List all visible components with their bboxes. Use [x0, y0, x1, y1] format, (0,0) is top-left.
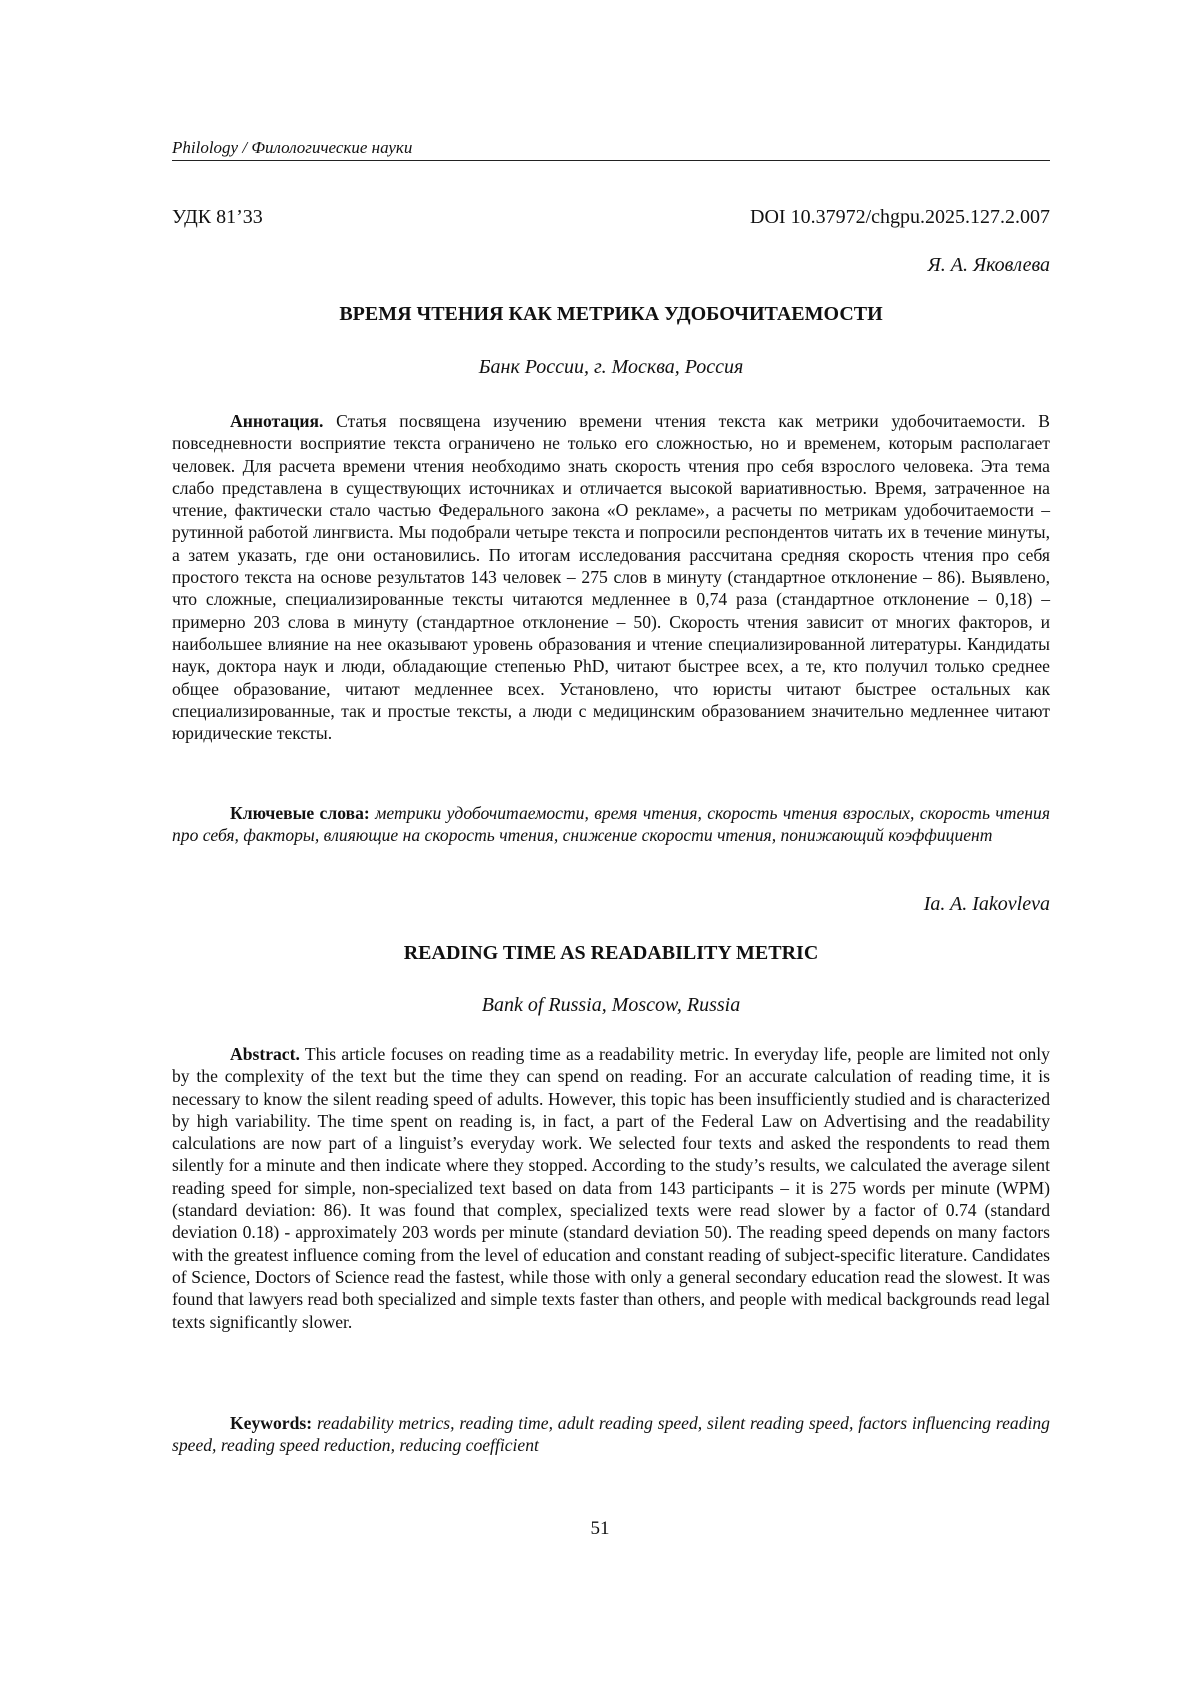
keywords-label-en: Keywords: — [230, 1413, 313, 1433]
page-number: 51 — [590, 1518, 610, 1539]
abstract-en — [172, 1043, 1050, 1333]
abstract-ru — [172, 410, 1050, 744]
doi: DOI 10.37972/chgpu.2025.127.2.007 — [750, 206, 1050, 228]
abstract-label-ru: Аннотация. — [230, 411, 324, 431]
affiliation-ru: Банк России, г. Москва, Россия — [478, 356, 744, 378]
title-en: READING TIME AS READABILITY METRIC — [403, 942, 819, 964]
affiliation-en: Bank of Russia, Moscow, Russia — [481, 994, 741, 1016]
abstract-text-en: This article focuses on reading time as a readability metric. In everyday life, people are limited not only by the complexity of the text but the time they can spend on reading. For an accurate calculation of reading time, it is necessary to know the silent reading speed of adults. However, this topic has been insufficiently studied and is characterized by high variability. The time spent on reading is, in fact, a part of the Federal Law on Advertising and the readability calculations are now part of a linguist’s everyday work. We selected four texts and asked the respondents to read them silently for a minute and then indicate where they stopped. According to the study’s results, we calculated the average silent reading speed for simple, non-specialized text based on data from 143 participants – it is 275 words per minute (WPM) (standard deviation: 86). It was found that complex, specialized texts were read slower by a factor of 0.74 (standard deviation 0.18) - approximately 203 words per minute (standard deviation 50). The reading speed depends on many factors with the greatest influence coming from the level of education and constant reading of subject-specific literature. Candidates of Science, Doctors of Science read the fastest, while those with only a general secondary education read the slowest. It was found that lawyers read both specialized and simple texts faster than others, and people with medical backgrounds read legal texts significantly slower. — [172, 1044, 1050, 1332]
author-ru: Я. А. Яковлева — [927, 254, 1050, 276]
author-en: Ia. A. Iakovleva — [923, 893, 1050, 915]
abstract-text-ru: Статья посвящена изучению времени чтения текста как метрики удобочитаемости. В повседневности восприятие текста ограничено не только его сложностью, но и временем, которым располагает человек. Для расчета времени чтения необходимо знать скорость чтения про себя взрослого человека. Эта тема слабо представлена в существующих источниках и отличается высокой вариативностью. Время, затраченное на чтение, фактически стало частью Федерального закона «О рекламе», а расчеты по метрикам удобочитаемости – рутинной работой лингвиста. Мы подобрали четыре текста и попросили респондентов читать их в течение минуты, а затем указать, где они остановились. По итогам исследования рассчитана средняя скорость чтения про себя простого текста на основе результатов 143 человек – 275 слов в минуту (стандартное отклонение – 86). Выявлено, что сложные, специализированные тексты читаются медленнее в 0,74 раза (стандартное отклонение – 0,18) – примерно 203 слова в минуту (стандартное отклонение – 50). Скорость чтения зависит от многих факторов, и наибольшее влияние на нее оказывают уровень образования и чтение специализированной литературы. Кандидаты наук, доктора наук и люди, обладающие степенью PhD, читают быстрее всех, а те, кто получил только среднее общее образование, читают медленнее всех. Установлено, что юристы читают быстрее остальных как специализированные, так и простые тексты, а люди с медицинским образованием значительно медленнее читают юридические тексты. — [172, 411, 1050, 744]
keywords-text-ru: метрики удобочитаемости, время чтения, скорость чтения взрослых, скорость чтения про себя, факторы, влияющие на скорость чтения, снижение скорости чтения, понижающий коэффициент — [172, 803, 1050, 846]
abstract-label-en: Abstract. — [230, 1044, 300, 1064]
title-ru: ВРЕМЯ ЧТЕНИЯ КАК МЕТРИКА УДОБОЧИТАЕМОСТИ — [339, 303, 883, 325]
running-header: Philology / Филологические науки — [172, 138, 413, 157]
keywords-text-en: readability metrics, reading time, adult reading speed, silent reading speed, factors influencing reading speed, reading speed reduction, reducing coefficient — [172, 1413, 1050, 1456]
keywords-label-ru: Ключевые слова: — [230, 803, 370, 823]
udk-code: УДК 81’33 — [172, 206, 263, 228]
header-rule — [172, 160, 1050, 161]
keywords-en — [172, 1412, 1050, 1457]
keywords-ru — [172, 802, 1050, 847]
